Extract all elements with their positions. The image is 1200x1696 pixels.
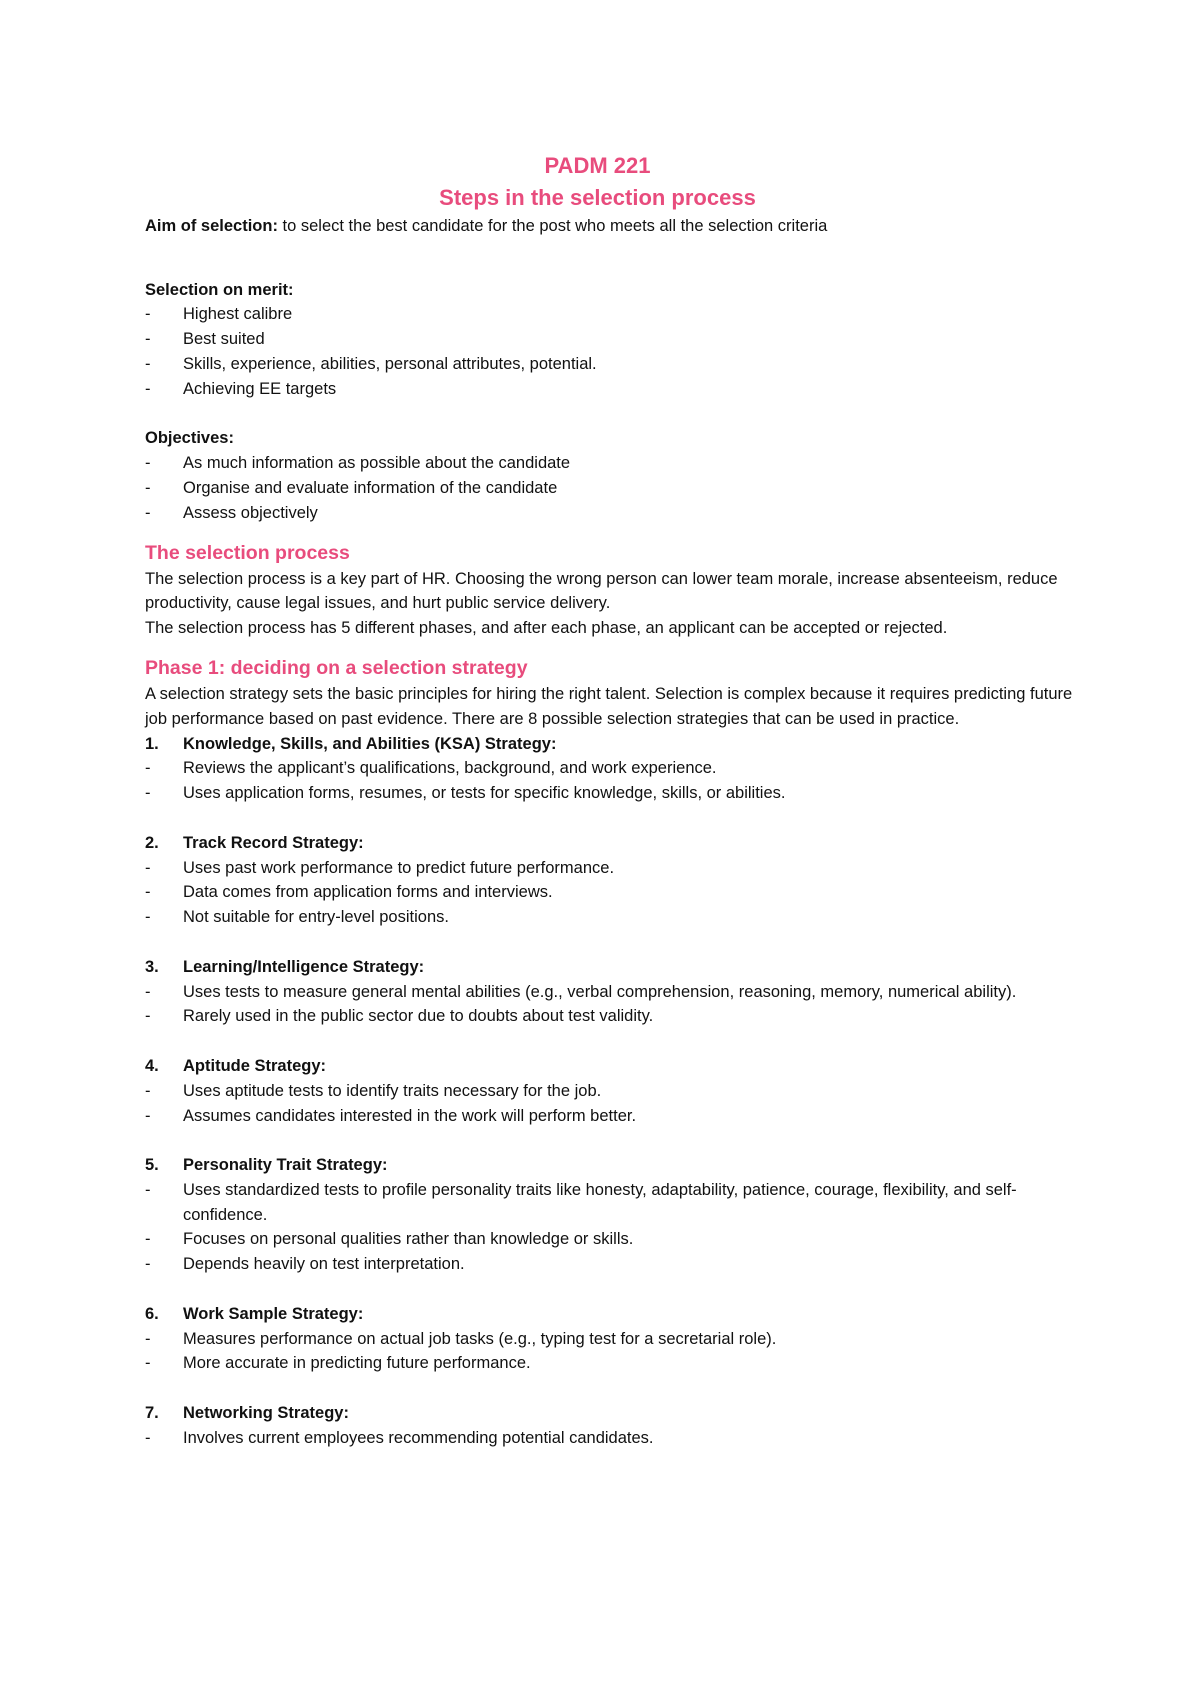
strategy-item: - Uses aptitude tests to identify traits necessary for the job. <box>145 1079 1080 1104</box>
strategy-number: 4. <box>145 1056 159 1075</box>
process-paragraph: The selection process is a key part of HR. Choosing the wrong person can lower team morale, increase absenteeism, reduce productivity, cause legal issues, and hurt public service delivery. <box>145 569 1058 613</box>
phase1-intro: A selection strategy sets the basic principles for hiring the right talent. Selection is complex because it requires predicting future job performance based on past evidence. There are 8 possible selection strategies that can be used in practice. <box>145 684 1073 728</box>
page-title: Steps in the selection process <box>439 185 756 210</box>
strategy-title: Track Record Strategy: <box>183 833 364 852</box>
aim-text: to select the best candidate for the post who meets all the selection criteria <box>277 217 828 235</box>
strategy-item: - Involves current employees recommending potential candidates. <box>145 1426 1080 1451</box>
objective-item: - Organise and evaluate information of the candidate <box>145 476 1080 501</box>
strategy-item: - Focuses on personal qualities rather than knowledge or skills. <box>145 1227 1080 1252</box>
course-code: PADM 221 <box>544 153 651 178</box>
merit-item: - Best suited <box>145 327 1080 352</box>
strategy-number: 1. <box>145 734 159 753</box>
strategy-item: - Uses past work performance to predict future performance. <box>145 856 1080 881</box>
objective-item: - Assess objectively <box>145 501 1080 526</box>
strategy-heading <box>145 732 1080 757</box>
strategy-item: - Uses standardized tests to profile personality traits like honesty, adaptability, patience, courage, flexibility, and self-confidence. <box>145 1178 1080 1228</box>
strategy-item: - Data comes from application forms and interviews. <box>145 880 1080 905</box>
strategy-title: Learning/Intelligence Strategy: <box>183 957 425 976</box>
strategy-number: 2. <box>145 833 159 852</box>
section-heading-selection-process: The selection process <box>145 541 350 564</box>
strategy-heading <box>145 1153 1080 1178</box>
strategy-title: Networking Strategy: <box>183 1404 349 1423</box>
objective-item: - As much information as possible about the candidate <box>145 451 1080 476</box>
strategy-item: - More accurate in predicting future performance. <box>145 1351 1080 1376</box>
strategy-item: - Reviews the applicant’s qualifications, background, and work experience. <box>145 756 1080 781</box>
strategy-title: Personality Trait Strategy: <box>183 1156 388 1175</box>
strategy-heading <box>145 1054 1080 1079</box>
strategy-title: Work Sample Strategy: <box>183 1304 364 1323</box>
merit-heading: Selection on merit: <box>145 280 294 299</box>
strategy-number: 6. <box>145 1304 159 1323</box>
strategy-item: - Uses application forms, resumes, or tests for specific knowledge, skills, or abilities. <box>145 781 1080 806</box>
strategy-item: - Not suitable for entry-level positions. <box>145 905 1080 930</box>
strategy-number: 3. <box>145 957 159 976</box>
aim-label: Aim of selection: <box>145 217 278 235</box>
strategy-heading <box>145 831 1080 856</box>
process-paragraph: The selection process has 5 different phases, and after each phase, an applicant can be accepted or rejected. <box>145 619 948 638</box>
strategy-heading <box>145 955 1080 980</box>
strategy-item: - Rarely used in the public sector due to doubts about test validity. <box>145 1004 1080 1029</box>
strategy-number: 5. <box>145 1156 159 1175</box>
objectives-heading: Objectives: <box>145 429 234 448</box>
strategy-item: - Depends heavily on test interpretation. <box>145 1252 1080 1277</box>
strategy-item: - Assumes candidates interested in the work will perform better. <box>145 1104 1080 1129</box>
strategy-heading <box>145 1401 1080 1426</box>
strategy-title: Knowledge, Skills, and Abilities (KSA) Strategy: <box>183 734 557 753</box>
merit-item: - Skills, experience, abilities, personal attributes, potential. <box>145 352 1080 377</box>
merit-item: - Highest calibre <box>145 302 1080 327</box>
strategy-title: Aptitude Strategy: <box>183 1056 327 1075</box>
strategy-heading <box>145 1302 1080 1327</box>
strategy-item: - Measures performance on actual job tasks (e.g., typing test for a secretarial role). <box>145 1327 1080 1352</box>
section-heading-phase-1: Phase 1: deciding on a selection strategy <box>145 656 528 679</box>
strategy-item: - Uses tests to measure general mental abilities (e.g., verbal comprehension, reasoning, memory, numerical ability). <box>145 980 1080 1005</box>
aim-paragraph <box>145 214 1080 239</box>
merit-item: - Achieving EE targets <box>145 377 1080 402</box>
strategy-number: 7. <box>145 1404 159 1423</box>
